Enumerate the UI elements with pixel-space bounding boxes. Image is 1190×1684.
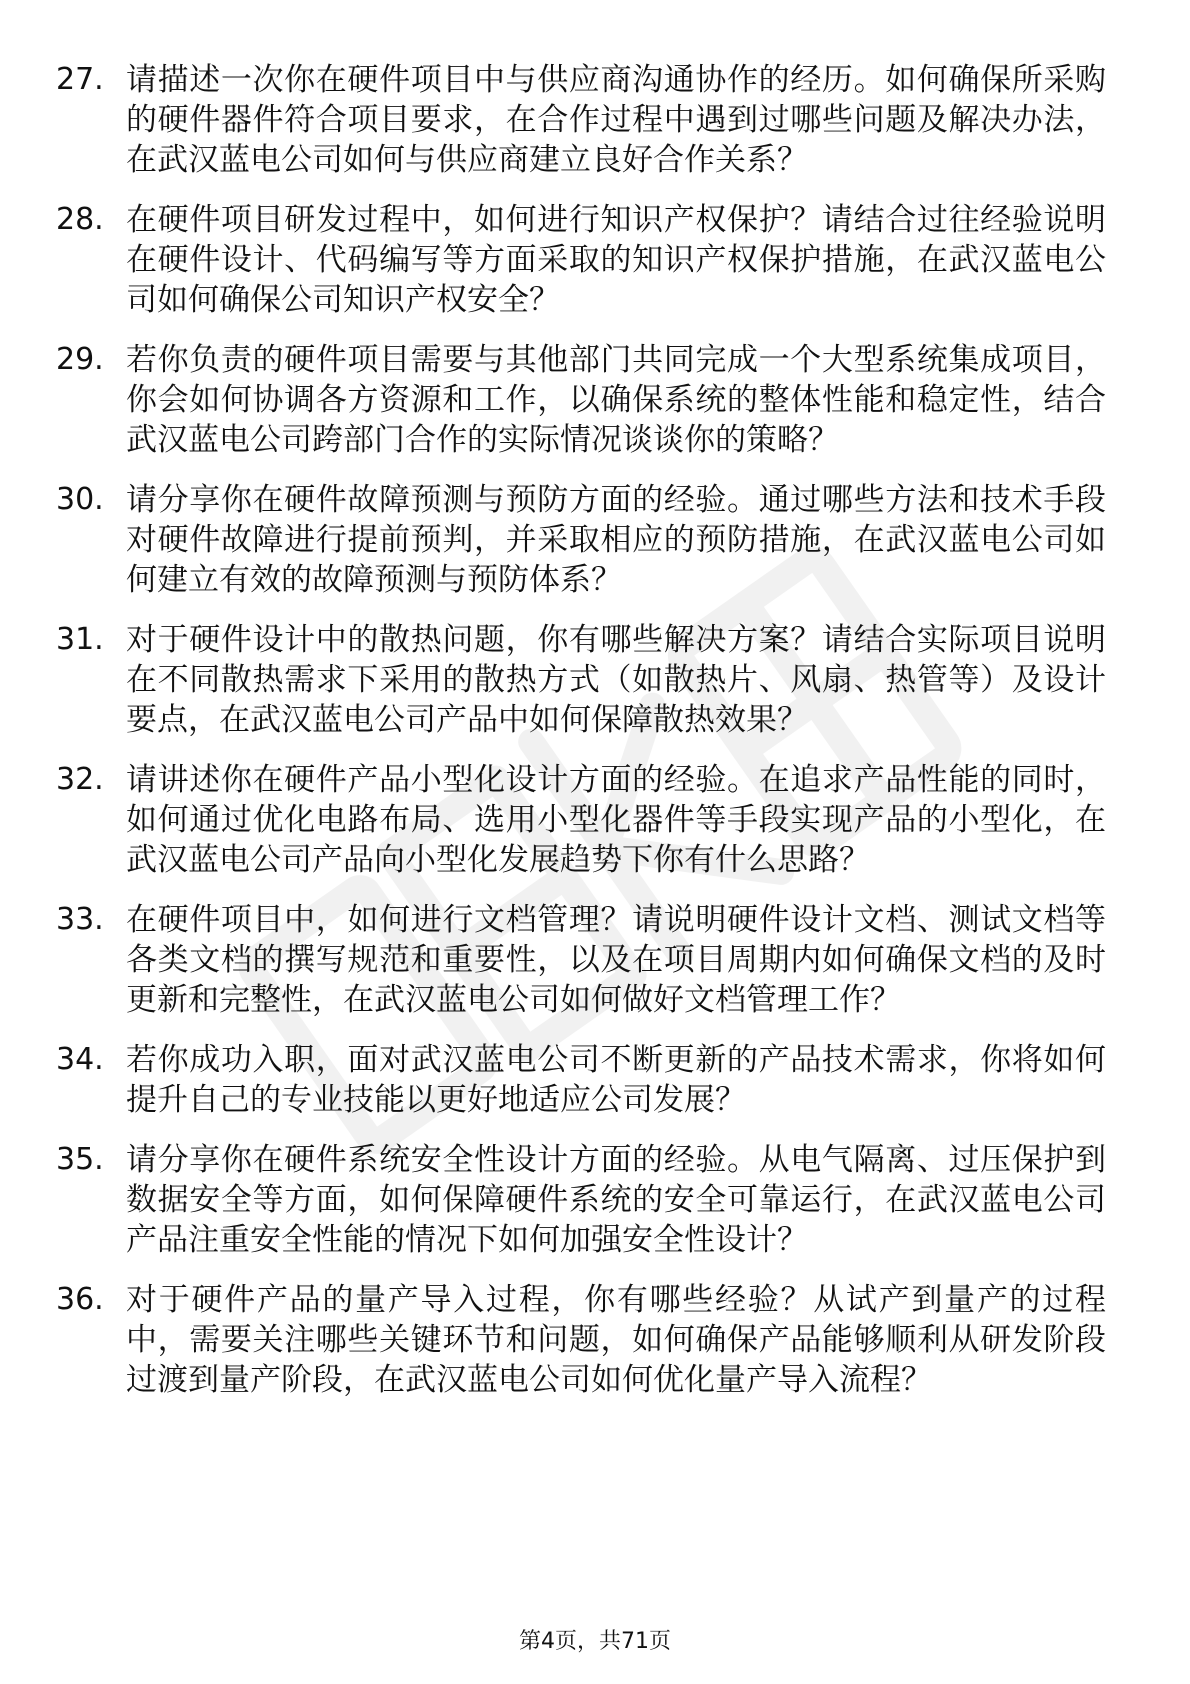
question-text: 请分享你在硬件故障预测与预防方面的经验。通过哪些方法和技术手段对硬件故障进行提前预判，并采取相应的预防措施，在武汉蓝电公司如何建立有效的故障预测与预防体系？ [126, 482, 1106, 598]
question-item [56, 760, 1106, 880]
question-item [56, 900, 1106, 1020]
question-item [56, 200, 1106, 320]
question-number: 27. [56, 62, 104, 97]
question-number: 32. [56, 762, 104, 797]
question-item [56, 340, 1106, 460]
question-item [56, 1280, 1106, 1400]
question-number: 31. [56, 622, 104, 657]
question-item [56, 1040, 1106, 1120]
question-number: 36. [56, 1282, 104, 1317]
question-number: 28. [56, 202, 104, 237]
question-text: 若你负责的硬件项目需要与其他部门共同完成一个大型系统集成项目，你会如何协调各方资源和工作，以确保系统的整体性能和稳定性，结合武汉蓝电公司跨部门合作的实际情况谈谈你的策略？ [126, 342, 1106, 458]
question-text: 在硬件项目中，如何进行文档管理？请说明硬件设计文档、测试文档等各类文档的撰写规范和重要性，以及在项目周期内如何确保文档的及时更新和完整性，在武汉蓝电公司如何做好文档管理工作？ [126, 902, 1106, 1018]
question-text: 若你成功入职，面对武汉蓝电公司不断更新的产品技术需求，你将如何提升自己的专业技能以更好地适应公司发展？ [126, 1042, 1106, 1118]
question-text: 请讲述你在硬件产品小型化设计方面的经验。在追求产品性能的同时，如何通过优化电路布局、选用小型化器件等手段实现产品的小型化，在武汉蓝电公司产品向小型化发展趋势下你有什么思路？ [126, 762, 1106, 878]
question-text: 在硬件项目研发过程中，如何进行知识产权保护？请结合过往经验说明在硬件设计、代码编写等方面采取的知识产权保护措施，在武汉蓝电公司如何确保公司知识产权安全？ [126, 202, 1106, 318]
question-text: 对于硬件产品的量产导入过程，你有哪些经验？从试产到量产的过程中，需要关注哪些关键环节和问题，如何确保产品能够顺利从研发阶段过渡到量产阶段，在武汉蓝电公司如何优化量产导入流程？ [126, 1282, 1106, 1398]
document-page [56, 60, 1106, 1420]
question-number: 34. [56, 1042, 104, 1077]
question-item [56, 480, 1106, 600]
question-text: 请分享你在硬件系统安全性设计方面的经验。从电气隔离、过压保护到数据安全等方面，如何保障硬件系统的安全可靠运行，在武汉蓝电公司产品注重安全性能的情况下如何加强安全性设计？ [126, 1142, 1106, 1258]
question-number: 33. [56, 902, 104, 937]
question-text: 请描述一次你在硬件项目中与供应商沟通协作的经历。如何确保所采购的硬件器件符合项目要求，在合作过程中遇到过哪些问题及解决办法，在武汉蓝电公司如何与供应商建立良好合作关系？ [126, 62, 1106, 178]
page-footer: 第4页，共71页 [519, 1629, 671, 1654]
question-number: 35. [56, 1142, 104, 1177]
question-number: 29. [56, 342, 104, 377]
question-item [56, 1140, 1106, 1260]
question-number: 30. [56, 482, 104, 517]
question-item [56, 60, 1106, 180]
question-item [56, 620, 1106, 740]
question-text: 对于硬件设计中的散热问题，你有哪些解决方案？请结合实际项目说明在不同散热需求下采用的散热方式（如散热片、风扇、热管等）及设计要点，在武汉蓝电公司产品中如何保障散热效果？ [126, 622, 1106, 738]
